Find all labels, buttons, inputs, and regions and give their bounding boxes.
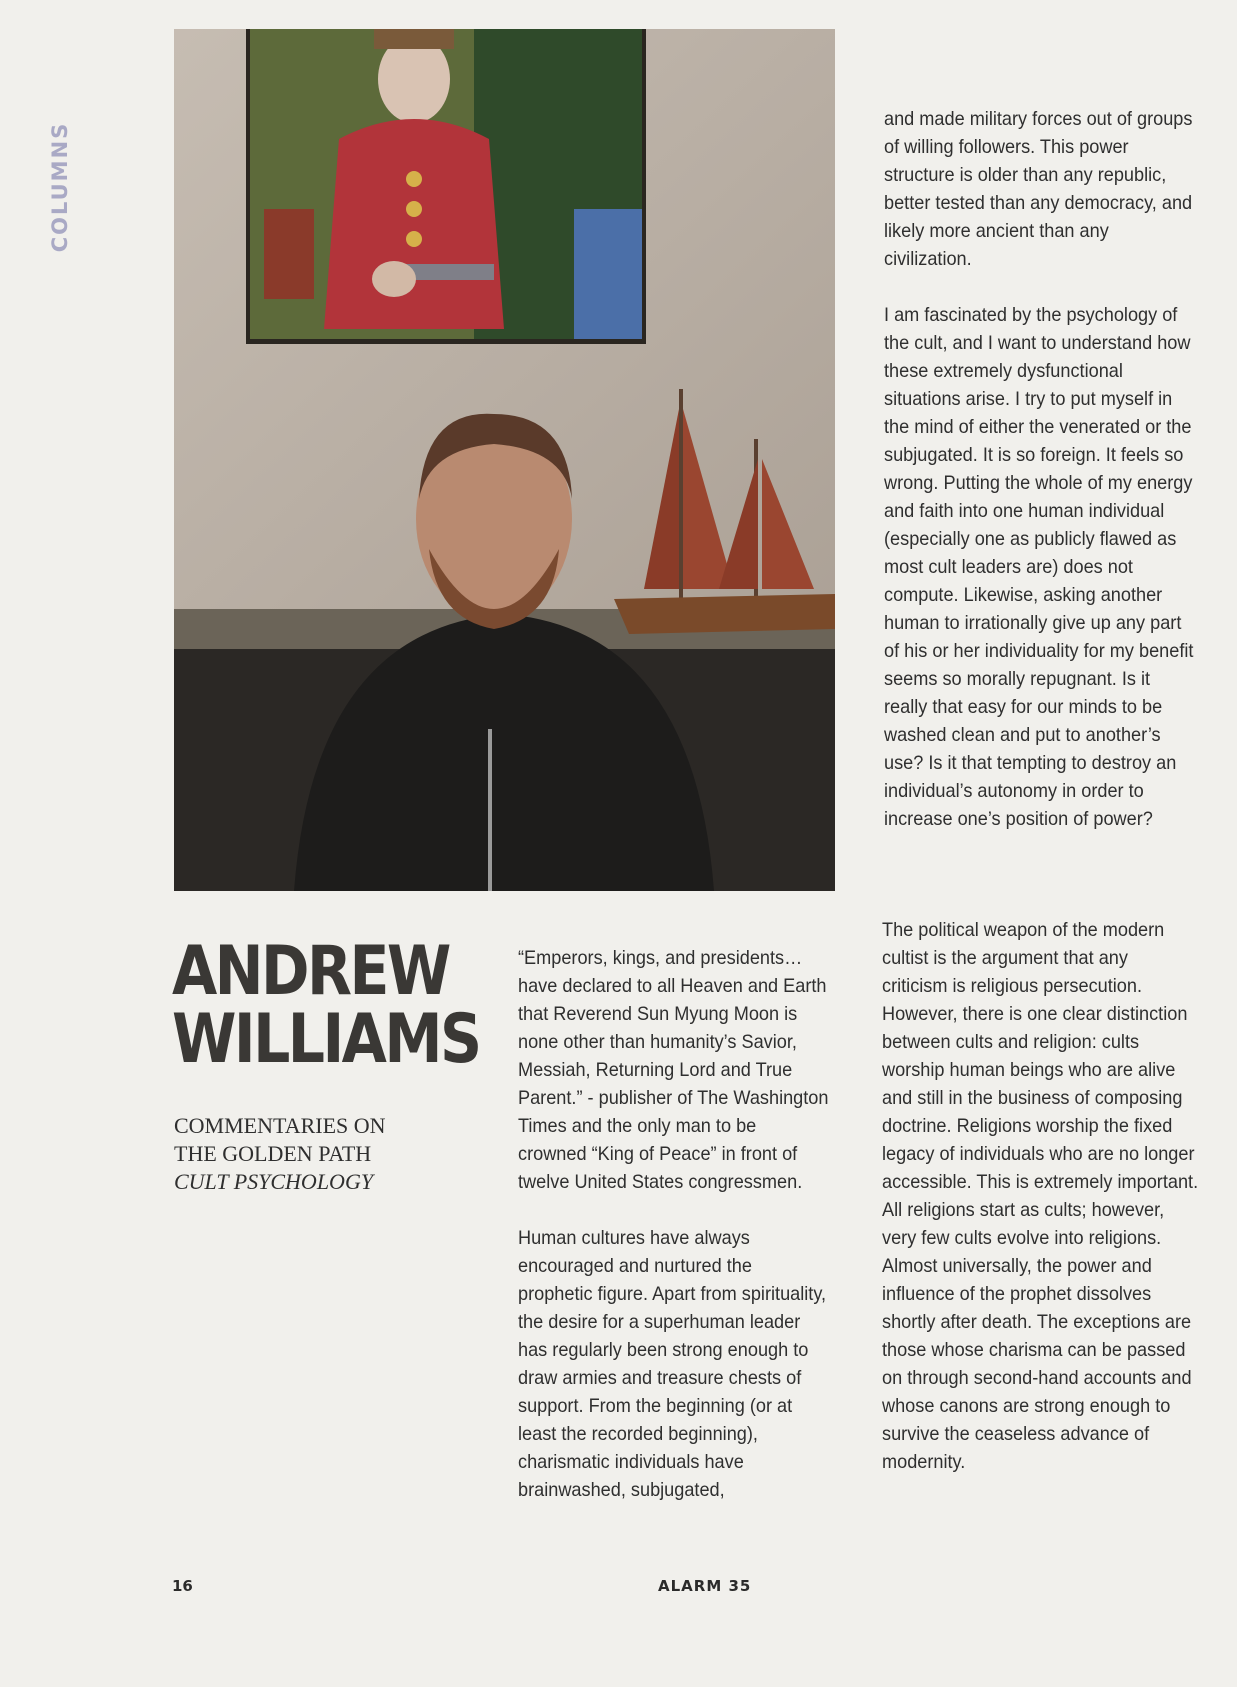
painting — [246, 29, 646, 344]
column-title-line2: THE GOLDEN PATH — [174, 1141, 372, 1166]
page-number: 16 — [172, 1577, 193, 1595]
article-column-right-bottom — [882, 916, 1198, 1476]
author-first-name: ANDREW — [172, 932, 449, 1011]
article-column-right-top — [884, 105, 1198, 833]
article-paragraph: and made military forces out of groups of willing followers. This power structure is older than any republic, better tested than any democracy, and likely more ancient than any civilization. — [884, 108, 1193, 270]
publication-title: ALARM 35 — [658, 1577, 752, 1595]
article-column-middle — [518, 944, 830, 1504]
article-paragraph: “Emperors, kings, and presidents… have declared to all Heaven and Earth that Reverend Sun Myung Moon is none other than humanity’s Savior, Messiah, Returning Lord and True Parent.” - publisher of The Washington Times and the only man to be crowned “King of Peace” in front of twelve United States congressmen. — [518, 947, 829, 1193]
article-paragraph: The political weapon of the modern cultist is the argument that any criticism is religious persecution. However, there is one clear distinction between cults and religion: cults worship human beings who are alive and still in the business of composing doctrine. Religions worship the fixed legacy of individuals who are no longer accessible. This is extremely important. All religions start as cults; however, very few cults evolve into religions. Almost universally, the power and influence of the prophet dissolves shortly after death. The exceptions are those whose charisma can be passed on through second-hand accounts and whose canons are strong enough to survive the ceaseless advance of modernity. — [882, 919, 1199, 1473]
author-photo — [174, 29, 835, 891]
column-title — [174, 1112, 464, 1196]
article-paragraph: I am fascinated by the psychology of the cult, and I want to understand how these extremely dysfunctional situations arise. I try to put myself in the mind of either the venerated or the subjugated. It is so foreign. It feels so wrong. Putting the whole of my energy and faith into one human individual (especially one as publicly flawed as most cult leaders are) does not compute. Likewise, asking another human to irrationally give up any part of his or her individuality for my benefit seems so morally repugnant. Is it really that easy for our minds to be washed clean and put to another’s use? Is it that tempting to destroy an individual’s autonomy in order to increase one’s position of power? — [884, 304, 1194, 830]
column-title-line1: COMMENTARIES ON — [174, 1113, 386, 1138]
column-subtitle: CULT PSYCHOLOGY — [174, 1169, 374, 1194]
section-label: COLUMNS — [48, 121, 72, 253]
article-paragraph: Human cultures have always encouraged and nurtured the prophetic figure. Apart from spirituality, the desire for a superhuman leader has regularly been strong enough to draw armies and treasure chests of support. From the beginning (or at least the recorded beginning), charismatic individuals have brainwashed, subjugated, — [518, 1227, 827, 1501]
author-last-name: WILLIAMS — [172, 1000, 480, 1079]
author-name — [172, 932, 480, 1079]
